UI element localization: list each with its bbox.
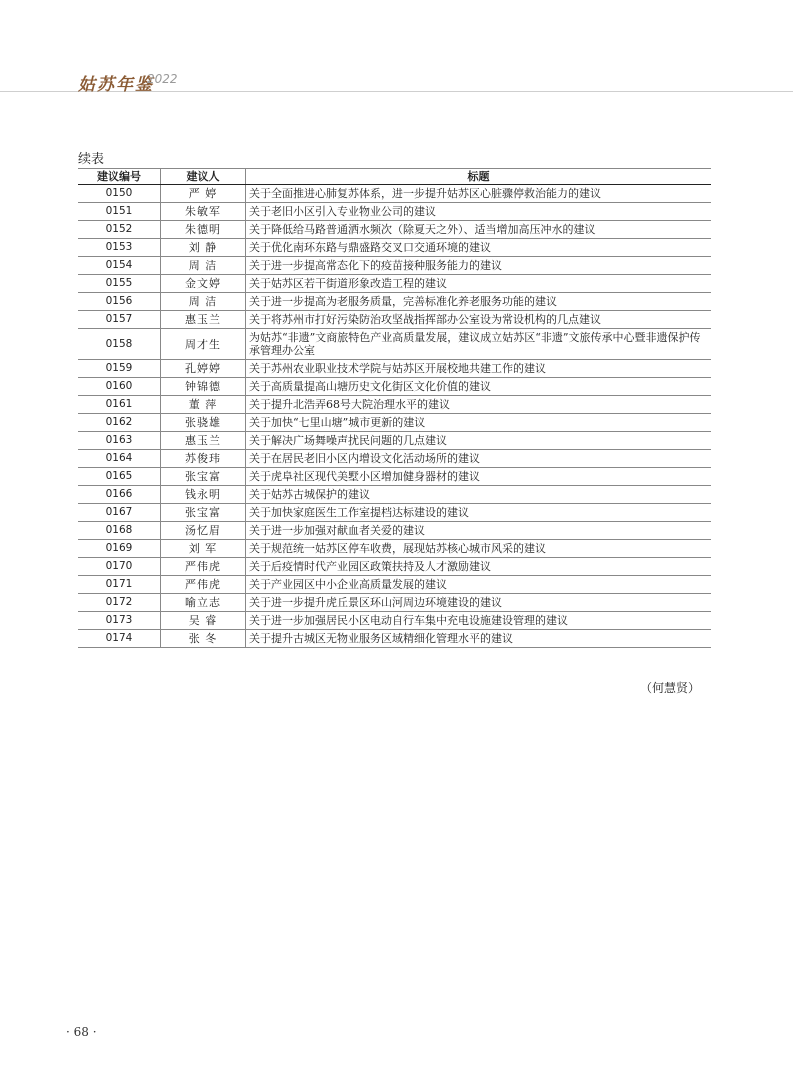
proposer-name: 董 萍 (161, 396, 246, 414)
proposer-name: 严伟虎 (161, 576, 246, 594)
table-row (78, 239, 711, 257)
continued-label: 续表 (78, 152, 105, 167)
proposal-title: 关于进一步提高常态化下的疫苗接种服务能力的建议 (246, 257, 712, 275)
proposal-title: 关于姑苏古城保护的建议 (246, 486, 712, 504)
proposer-name: 吴 睿 (161, 612, 246, 630)
table-row (78, 414, 711, 432)
proposer-name: 周才生 (161, 329, 246, 360)
proposal-number: 0164 (78, 450, 161, 468)
proposer-name: 汤忆眉 (161, 522, 246, 540)
table-row (78, 293, 711, 311)
proposal-title: 关于规范统一姑苏区停车收费，展现姑苏核心城市风采的建议 (246, 540, 712, 558)
proposal-number: 0173 (78, 612, 161, 630)
proposal-title: 关于苏州农业职业技术学院与姑苏区开展校地共建工作的建议 (246, 360, 712, 378)
table-row (78, 468, 711, 486)
proposal-title: 关于进一步加强对献血者关爱的建议 (246, 522, 712, 540)
proposer-name: 朱敏军 (161, 203, 246, 221)
proposer-name: 刘 军 (161, 540, 246, 558)
table-row (78, 185, 711, 203)
proposal-number: 0154 (78, 257, 161, 275)
proposer-name: 张宝富 (161, 468, 246, 486)
proposal-title: 关于提升古城区无物业服务区域精细化管理水平的建议 (246, 630, 712, 648)
table-row (78, 540, 711, 558)
table-row (78, 558, 711, 576)
proposer-name: 张宝富 (161, 504, 246, 522)
table-row (78, 432, 711, 450)
proposal-number: 0174 (78, 630, 161, 648)
proposal-number: 0152 (78, 221, 161, 239)
proposal-title: 关于进一步提高为老服务质量，完善标准化养老服务功能的建议 (246, 293, 712, 311)
proposal-number: 0171 (78, 576, 161, 594)
table-row (78, 450, 711, 468)
proposer-name: 周 洁 (161, 257, 246, 275)
proposal-title: 关于进一步提升虎丘景区环山河周边环境建设的建议 (246, 594, 712, 612)
proposer-name: 严 婷 (161, 185, 246, 203)
proposer-name: 张骁雄 (161, 414, 246, 432)
header-title: 标题 (246, 169, 712, 185)
proposer-name: 金文婷 (161, 275, 246, 293)
proposal-number: 0168 (78, 522, 161, 540)
proposal-title: 关于高质量提高山塘历史文化街区文化价值的建议 (246, 378, 712, 396)
table-header-row (78, 169, 711, 185)
proposal-title: 关于姑苏区若干街道形象改造工程的建议 (246, 275, 712, 293)
proposer-name: 钟锦德 (161, 378, 246, 396)
proposal-number: 0151 (78, 203, 161, 221)
proposal-title: 关于进一步加强居民小区电动自行车集中充电设施建设管理的建议 (246, 612, 712, 630)
proposer-name: 朱德明 (161, 221, 246, 239)
proposal-title: 关于解决广场舞噪声扰民问题的几点建议 (246, 432, 712, 450)
table-body (78, 185, 711, 648)
book-title: 姑苏年鉴 (78, 75, 154, 95)
table-row (78, 504, 711, 522)
proposer-name: 严伟虎 (161, 558, 246, 576)
table-row (78, 522, 711, 540)
proposal-title: 关于将苏州市打好污染防治攻坚战指挥部办公室设为常设机构的几点建议 (246, 311, 712, 329)
proposer-name: 周 洁 (161, 293, 246, 311)
proposal-number: 0169 (78, 540, 161, 558)
proposer-name: 刘 静 (161, 239, 246, 257)
proposal-number: 0166 (78, 486, 161, 504)
table-row (78, 257, 711, 275)
proposer-name: 张 冬 (161, 630, 246, 648)
table-row (78, 630, 711, 648)
proposals-table (78, 168, 711, 648)
author-signature: （何慧贤） (640, 681, 701, 695)
book-year: 2022 (147, 72, 178, 86)
proposer-name: 喻立志 (161, 594, 246, 612)
table-row (78, 275, 711, 293)
proposal-number: 0172 (78, 594, 161, 612)
proposal-title: 关于虎阜社区现代美墅小区增加健身器材的建议 (246, 468, 712, 486)
proposal-number: 0163 (78, 432, 161, 450)
proposal-title: 关于产业园区中小企业高质量发展的建议 (246, 576, 712, 594)
proposal-title: 关于在居民老旧小区内增设文化活动场所的建议 (246, 450, 712, 468)
proposal-number: 0158 (78, 329, 161, 360)
proposal-title: 关于提升北浩弄68号大院治理水平的建议 (246, 396, 712, 414)
page-header (0, 0, 793, 95)
table-row (78, 311, 711, 329)
table-row (78, 594, 711, 612)
header-proposer: 建议人 (161, 169, 246, 185)
table-row (78, 486, 711, 504)
proposal-title: 为姑苏“非遗”文商旅特色产业高质量发展，建议成立姑苏区“非遗”文旅传承中心暨非遗保护传承管理办公室 (246, 329, 712, 360)
proposer-name: 孔婷婷 (161, 360, 246, 378)
proposal-number: 0170 (78, 558, 161, 576)
proposal-title: 关于全面推进心肺复苏体系，进一步提升姑苏区心脏骤停救治能力的建议 (246, 185, 712, 203)
table-row (78, 396, 711, 414)
proposal-number: 0161 (78, 396, 161, 414)
table-row (78, 378, 711, 396)
table-row (78, 360, 711, 378)
proposal-number: 0167 (78, 504, 161, 522)
proposer-name: 苏俊玮 (161, 450, 246, 468)
proposal-number: 0160 (78, 378, 161, 396)
proposal-title: 关于后疫情时代产业园区政策扶持及人才激励建议 (246, 558, 712, 576)
proposal-number: 0153 (78, 239, 161, 257)
proposer-name: 惠玉兰 (161, 432, 246, 450)
table-row (78, 612, 711, 630)
proposer-name: 惠玉兰 (161, 311, 246, 329)
table-row (78, 203, 711, 221)
proposal-number: 0165 (78, 468, 161, 486)
proposer-name: 钱永明 (161, 486, 246, 504)
proposal-number: 0157 (78, 311, 161, 329)
header-proposal-number: 建议编号 (78, 169, 161, 185)
proposal-title: 关于老旧小区引入专业物业公司的建议 (246, 203, 712, 221)
proposal-number: 0150 (78, 185, 161, 203)
table-row (78, 576, 711, 594)
proposal-number: 0162 (78, 414, 161, 432)
proposal-title: 关于降低给马路普通洒水频次（除夏天之外）、适当增加高压冲水的建议 (246, 221, 712, 239)
proposal-number: 0155 (78, 275, 161, 293)
table-row (78, 329, 711, 360)
table-row (78, 221, 711, 239)
proposal-title: 关于优化南环东路与鼎盛路交叉口交通环境的建议 (246, 239, 712, 257)
proposal-title: 关于加快“七里山塘”城市更新的建议 (246, 414, 712, 432)
page-number: · 68 · (66, 1025, 97, 1039)
proposal-number: 0156 (78, 293, 161, 311)
proposal-title: 关于加快家庭医生工作室提档达标建设的建议 (246, 504, 712, 522)
proposal-number: 0159 (78, 360, 161, 378)
